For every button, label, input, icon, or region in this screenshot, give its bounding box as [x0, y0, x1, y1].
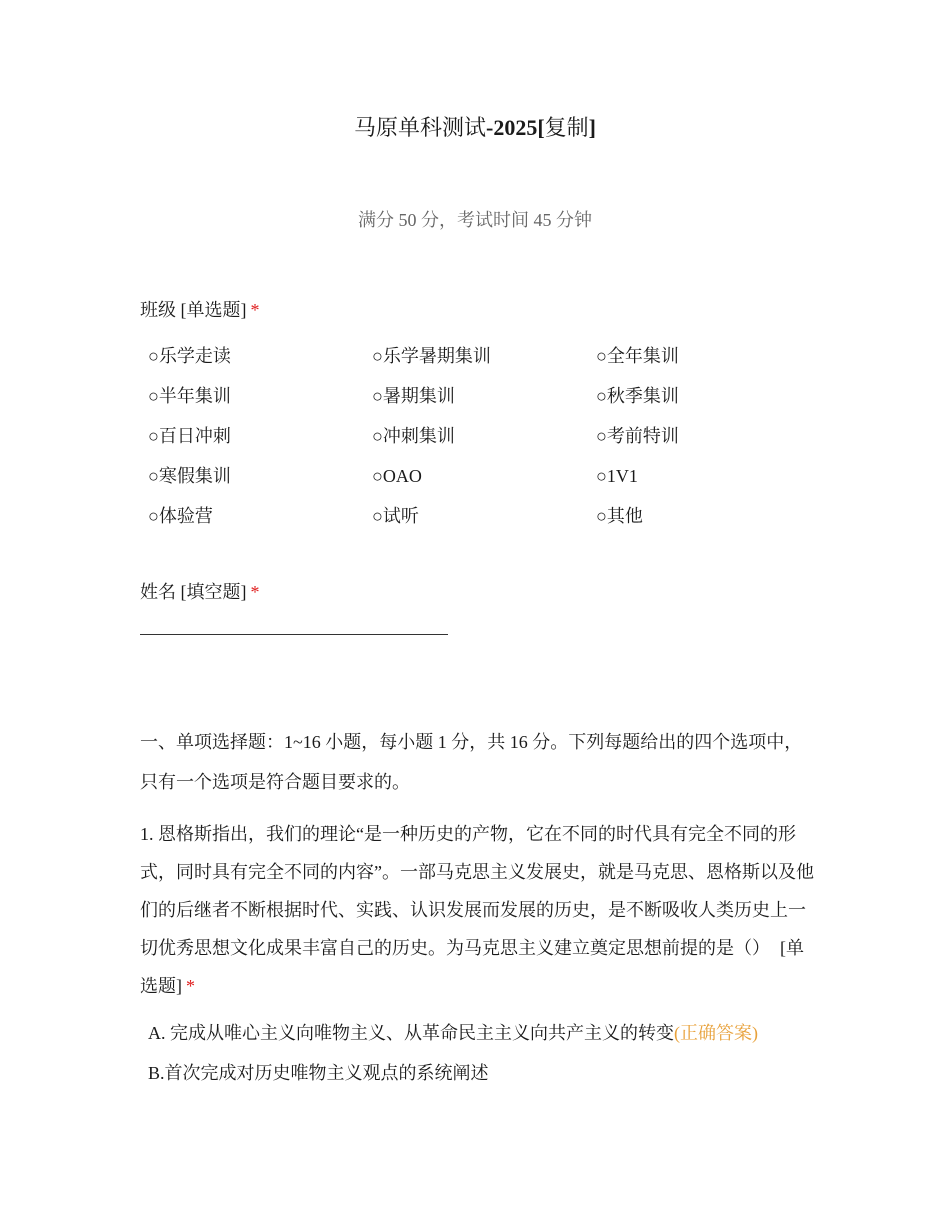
class-options — [148, 343, 820, 543]
correct-answer-tag: (正确答案) — [674, 1023, 758, 1043]
class-option[interactable]: ○寒假集训 — [148, 466, 231, 486]
class-option[interactable]: ○乐学暑期集训 — [372, 346, 491, 366]
class-option[interactable]: ○OAO — [372, 466, 422, 486]
class-option[interactable]: ○秋季集训 — [596, 386, 679, 406]
title-part-4: ] — [588, 115, 596, 140]
class-question-label — [140, 297, 260, 323]
answer-option-b[interactable]: B.首次完成对历史唯物主义观点的系统阐述 — [148, 1063, 489, 1083]
class-option[interactable]: ○百日冲刺 — [148, 426, 231, 446]
class-option[interactable]: ○试听 — [372, 506, 419, 526]
class-option[interactable]: ○乐学走读 — [148, 346, 231, 366]
required-mark: * — [250, 300, 260, 320]
class-option[interactable]: ○暑期集训 — [372, 386, 455, 406]
section-heading: 一、单项选择题：1~16 小题，每小题 1 分，共 16 分。下列每题给出的四个选项中，只有一个选项是符合题目要求的。 — [140, 732, 803, 792]
question-1 — [140, 815, 820, 1005]
class-option[interactable]: ○考前特训 — [596, 426, 679, 446]
title-part-2: -2025[ — [486, 115, 545, 140]
answer-option-a[interactable] — [148, 1020, 758, 1046]
class-option[interactable]: ○其他 — [596, 506, 643, 526]
title-part-3: 复制 — [544, 115, 589, 140]
question-1-text: 1. 恩格斯指出，我们的理论“是一种历史的产物，它在不同的时代具有完全不同的形式，同时具有完全不同的内容”。一部马克思主义发展史，就是马克思、恩格斯以及他们的后继者不断根据时代、实践、认识发展而发展的历史，是不断吸收人类历史上一切优秀思想文化成果丰富自己的历史。为马克思主义建立奠定思想前提的是（） — [140, 824, 814, 958]
name-question-label — [140, 579, 260, 605]
class-option[interactable]: ○全年集训 — [596, 346, 679, 366]
page-subtitle: 满分 50 分，考试时间 45 分钟 — [358, 210, 592, 230]
name-input-line[interactable] — [140, 634, 448, 635]
class-option[interactable]: ○体验营 — [148, 506, 213, 526]
required-mark: * — [186, 976, 195, 996]
title-part-1: 马原单科测试 — [353, 115, 486, 140]
class-option[interactable]: ○1V1 — [596, 466, 638, 486]
answer-option-a-text: A. 完成从唯心主义向唯物主义、从革命民主主义向共产主义的转变 — [148, 1023, 674, 1043]
required-mark: * — [250, 582, 260, 602]
name-question-text: 姓名 [填空题] — [140, 582, 247, 602]
class-option[interactable]: ○半年集训 — [148, 386, 231, 406]
class-question-text: 班级 [单选题] — [140, 300, 247, 320]
question-type-badge: [单选题] — [140, 938, 804, 996]
class-option[interactable]: ○冲刺集训 — [372, 426, 455, 446]
page-title — [0, 113, 950, 143]
